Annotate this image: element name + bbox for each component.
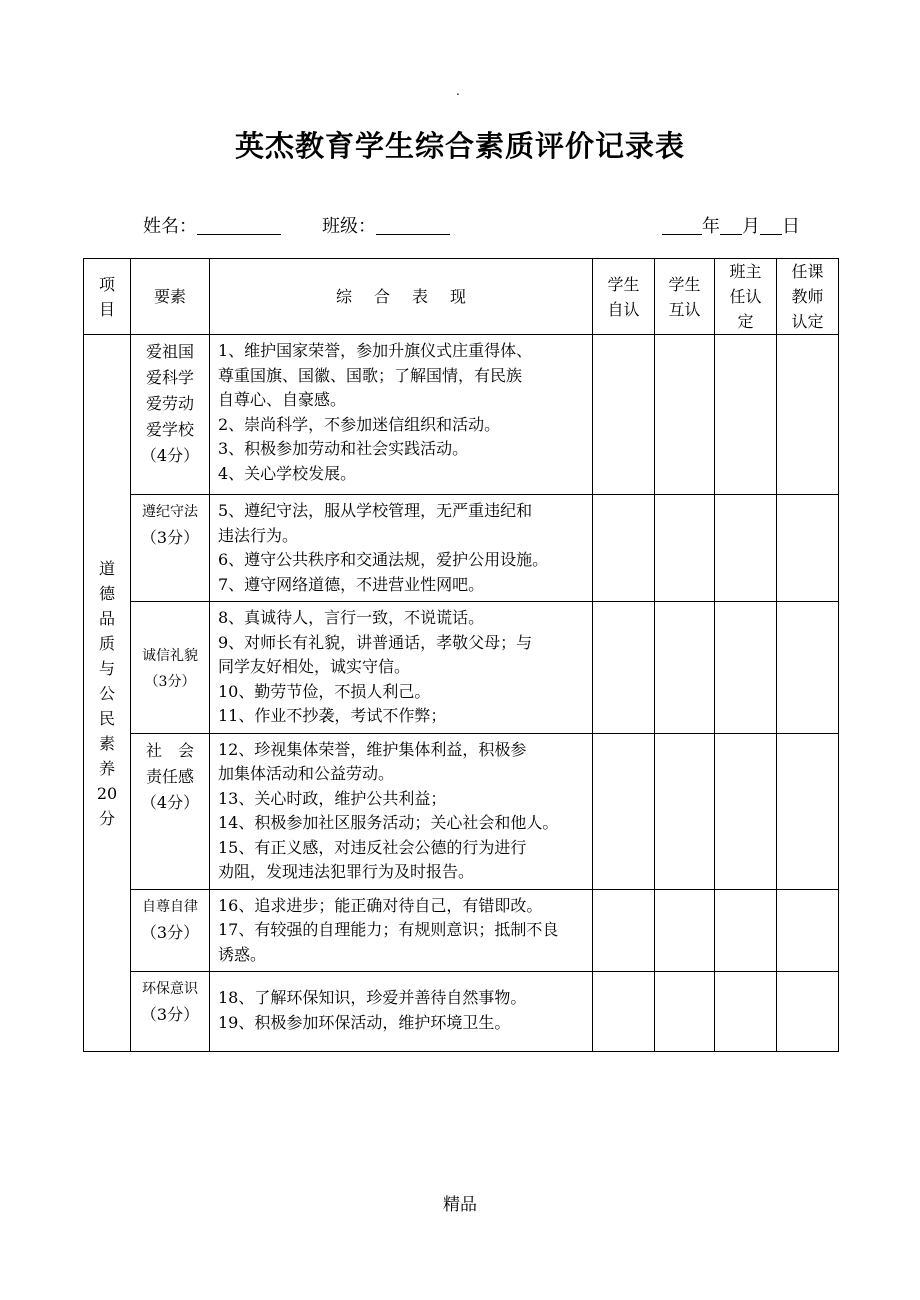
head-teacher-score-cell[interactable] [715, 602, 777, 734]
header-row [84, 259, 839, 335]
page-footer: 精品 [443, 1195, 477, 1215]
content-cell: 1、维护国家荣誉，参加升旗仪式庄重得体、 尊重国旗、国徽、国歌；了解国情，有民族 自尊心、自豪感。 2、崇尚科学，不参加迷信组织和活动。 3、积极参加劳动和社会实践活动。 4、关心学校发展。 [210, 335, 593, 495]
class-label: 班级： [322, 216, 376, 237]
element-cell: 遵纪守法 （3分） [131, 495, 210, 602]
header-self: 学生 自认 [593, 259, 655, 335]
subject-teacher-score-cell[interactable] [777, 495, 839, 602]
peer-score-cell[interactable] [655, 335, 715, 495]
table-row [84, 972, 839, 1052]
month-blank[interactable] [720, 216, 742, 235]
subject-teacher-score-cell[interactable] [777, 335, 839, 495]
day-blank[interactable] [760, 216, 782, 235]
self-score-cell[interactable] [593, 495, 655, 602]
head-teacher-score-cell[interactable] [715, 889, 777, 972]
subject-teacher-score-cell[interactable] [777, 889, 839, 972]
table-row [84, 335, 839, 495]
header-peer: 学生 互认 [655, 259, 715, 335]
table-row [84, 602, 839, 734]
self-score-cell[interactable] [593, 335, 655, 495]
element-cell: 爱祖国 爱科学 爱劳动 爱学校 （4分） [131, 335, 210, 495]
header-performance: 综合表现 [210, 259, 593, 335]
subject-teacher-score-cell[interactable] [777, 602, 839, 734]
subject-teacher-score-cell[interactable] [777, 733, 839, 889]
self-score-cell[interactable] [593, 602, 655, 734]
evaluation-table [83, 258, 839, 1052]
name-blank[interactable] [197, 216, 281, 235]
self-score-cell[interactable] [593, 889, 655, 972]
peer-score-cell[interactable] [655, 495, 715, 602]
page-title: 英杰教育学生综合素质评价记录表 [234, 129, 685, 163]
year-blank[interactable] [662, 216, 702, 235]
year-label: 年 [702, 216, 720, 237]
head-teacher-score-cell[interactable] [715, 733, 777, 889]
category-cell: 道 德 品 质 与 公 民 素 养 20 分 [84, 335, 131, 1052]
name-field [143, 212, 281, 238]
element-cell: 社 会 责任感 （4分） [131, 733, 210, 889]
peer-score-cell[interactable] [655, 889, 715, 972]
subject-teacher-score-cell[interactable] [777, 972, 839, 1052]
day-label: 日 [782, 216, 800, 237]
element-cell: 自尊自律 （3分） [131, 889, 210, 972]
header-head-teacher: 班主 任认 定 [715, 259, 777, 335]
peer-score-cell[interactable] [655, 733, 715, 889]
self-score-cell[interactable] [593, 733, 655, 889]
header-elements: 要素 [131, 259, 210, 335]
self-score-cell[interactable] [593, 972, 655, 1052]
month-label: 月 [742, 216, 760, 237]
element-cell: 诚信礼貌 （3分） [131, 602, 210, 734]
header-item: 项 目 [84, 259, 131, 335]
class-field [322, 212, 450, 238]
peer-score-cell[interactable] [655, 972, 715, 1052]
peer-score-cell[interactable] [655, 602, 715, 734]
content-cell: 18、了解环保知识，珍爱并善待自然事物。 19、积极参加环保活动，维护环境卫生。 [210, 972, 593, 1052]
head-teacher-score-cell[interactable] [715, 335, 777, 495]
class-blank[interactable] [376, 216, 450, 235]
content-cell: 8、真诚待人，言行一致，不说谎话。 9、对师长有礼貌，讲普通话，孝敬父母；与 同学友好相处，诚实守信。 10、勤劳节俭，不损人利己。 11、作业不抄袭，考试不作弊； [210, 602, 593, 734]
name-label: 姓名： [143, 216, 197, 237]
content-cell: 5、遵纪守法，服从学校管理，无严重违纪和 违法行为。 6、遵守公共秩序和交通法规，爱护公用设施。 7、遵守网络道德，不进营业性网吧。 [210, 495, 593, 602]
content-cell: 16、追求进步；能正确对待自己，有错即改。 17、有较强的自理能力；有规则意识；抵制不良 诱惑。 [210, 889, 593, 972]
table-row [84, 495, 839, 602]
table-row [84, 733, 839, 889]
head-teacher-score-cell[interactable] [715, 495, 777, 602]
head-teacher-score-cell[interactable] [715, 972, 777, 1052]
header-subject-teacher: 任课 教师 认定 [777, 259, 839, 335]
content-cell: 12、珍视集体荣誉，维护集体利益，积极参 加集体活动和公益劳动。 13、关心时政，维护公共利益； 14、积极参加社区服务活动；关心社会和他人。 15、有正义感，对违反社会公德的行为进行 劝阻，发现违法犯罪行为及时报告。 [210, 733, 593, 889]
date-field [662, 212, 800, 238]
element-cell: 环保意识 （3分） [131, 972, 210, 1052]
table-row [84, 889, 839, 972]
page-dot: . [456, 84, 460, 98]
